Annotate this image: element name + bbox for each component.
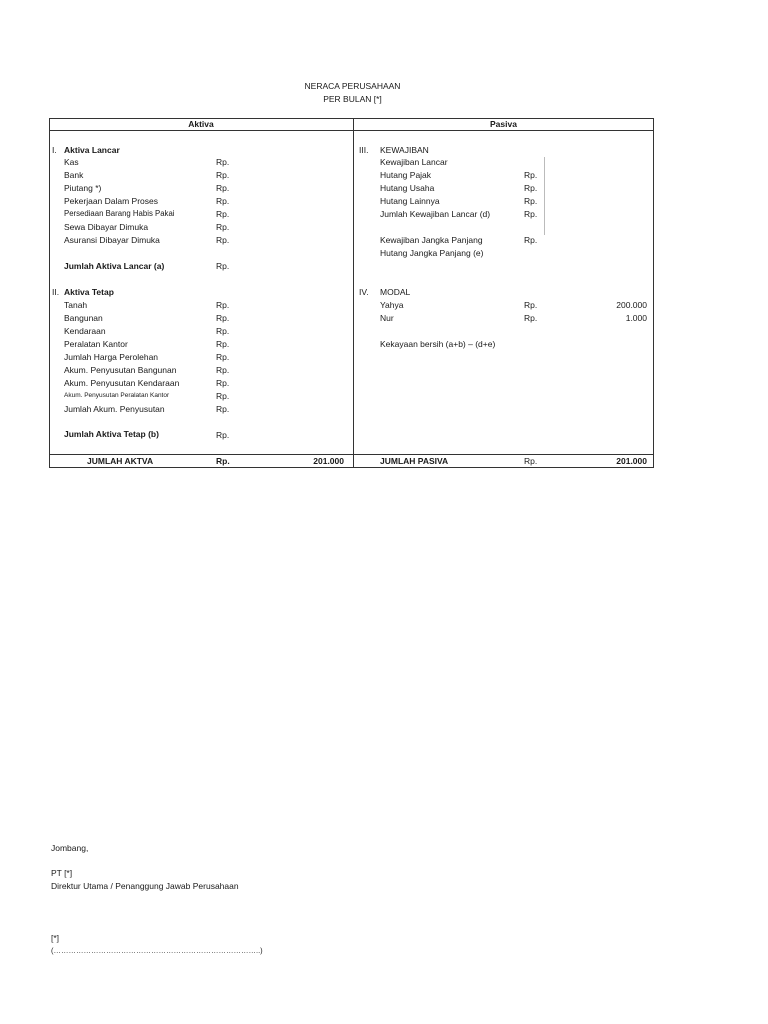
total-pasiva-value: 201.000 bbox=[616, 456, 647, 466]
currency-label: Rp. bbox=[524, 313, 538, 323]
currency-label: Rp. bbox=[216, 170, 230, 180]
item-label: Akum. Penyusutan Bangunan bbox=[64, 365, 177, 375]
currency-label: Rp. bbox=[216, 157, 230, 167]
currency-label: Rp. bbox=[216, 222, 230, 232]
item-label: Peralatan Kantor bbox=[64, 339, 128, 349]
column-divider bbox=[353, 118, 354, 468]
total-aktiva-label: JUMLAH AKTVA bbox=[87, 456, 154, 466]
modal-value: 1.000 bbox=[625, 313, 647, 323]
item-label: Kas bbox=[64, 157, 79, 167]
currency-label: Rp. bbox=[216, 326, 230, 336]
signature-city: Jombang, bbox=[51, 843, 89, 853]
item-label: Piutang *) bbox=[64, 183, 102, 193]
subtotal-aktiva-lancar-label: Jumlah Aktiva Lancar (a) bbox=[64, 261, 165, 271]
currency-label: Rp. bbox=[216, 430, 230, 440]
currency-label: Rp. bbox=[524, 235, 538, 245]
item-label: Jumlah Kewajiban Lancar (d) bbox=[380, 209, 491, 219]
total-divider bbox=[49, 454, 654, 455]
item-label: Kendaraan bbox=[64, 326, 106, 336]
total-aktiva-value: 201.000 bbox=[313, 456, 344, 466]
currency-label: Rp. bbox=[216, 300, 230, 310]
item-label: Sewa Dibayar Dimuka bbox=[64, 222, 149, 232]
subtotal-aktiva-tetap-label: Jumlah Aktiva Tetap (b) bbox=[64, 429, 159, 439]
currency-label: Rp. bbox=[524, 300, 538, 310]
item-label: Tanah bbox=[64, 300, 88, 310]
item-label: Bangunan bbox=[64, 313, 103, 323]
signer-position: Direktur Utama / Penanggung Jawab Perusahaan bbox=[51, 881, 239, 891]
section-number-2: II. bbox=[52, 287, 60, 297]
item-label: Akum. Penyusutan Kendaraan bbox=[64, 378, 180, 388]
section-number-3: III. bbox=[359, 145, 369, 155]
item-label: Persediaan Barang Habis Pakai bbox=[64, 209, 175, 218]
kekayaan-bersih-label: Kekayaan bersih (a+b) – (d+e) bbox=[380, 339, 496, 349]
item-label: Kewajiban Jangka Panjang bbox=[380, 235, 483, 245]
section-title-kewajiban: KEWAJIBAN bbox=[380, 145, 429, 155]
item-label: Asuransi Dibayar Dimuka bbox=[64, 235, 160, 245]
currency-label: Rp. bbox=[216, 378, 230, 388]
item-label: Bank bbox=[64, 170, 84, 180]
item-label: Akum. Penyusutan Peralatan Kantor bbox=[64, 392, 170, 399]
currency-label: Rp. bbox=[216, 235, 230, 245]
document-subtitle: PER BULAN [*] bbox=[323, 94, 382, 104]
item-label: Hutang Pajak bbox=[380, 170, 432, 180]
item-label: Nur bbox=[380, 313, 394, 323]
item-label: Hutang Jangka Panjang (e) bbox=[380, 248, 484, 258]
currency-label: Rp. bbox=[524, 170, 538, 180]
currency-label: Rp. bbox=[216, 209, 230, 219]
signer-name: [*] bbox=[51, 933, 60, 943]
currency-label: Rp. bbox=[524, 209, 538, 219]
item-label: Jumlah Harga Perolehan bbox=[64, 352, 159, 362]
currency-label: Rp. bbox=[216, 404, 230, 414]
balance-sheet-table bbox=[49, 118, 654, 468]
currency-label: Rp. bbox=[524, 196, 538, 206]
pasiva-header: Pasiva bbox=[490, 119, 517, 129]
signature-line: (………………………………………………………………………..) bbox=[51, 946, 263, 955]
currency-label: Rp. bbox=[216, 339, 230, 349]
item-label: Pekerjaan Dalam Proses bbox=[64, 196, 159, 206]
section-title-aktiva-lancar: Aktiva Lancar bbox=[64, 145, 120, 155]
kewajiban-lancar-label: Kewajiban Lancar bbox=[380, 157, 448, 167]
currency-label: Rp. bbox=[216, 391, 230, 401]
header-divider bbox=[49, 130, 654, 131]
item-label: Hutang Lainnya bbox=[380, 196, 440, 206]
section-title-modal: MODAL bbox=[380, 287, 411, 297]
item-label: Jumlah Akum. Penyusutan bbox=[64, 404, 165, 414]
company-name: PT [*] bbox=[51, 868, 73, 878]
total-pasiva-label: JUMLAH PASIVA bbox=[380, 456, 449, 466]
item-label: Hutang Usaha bbox=[380, 183, 435, 193]
currency-label: Rp. bbox=[524, 183, 538, 193]
item-label: Yahya bbox=[380, 300, 404, 310]
faint-gridline bbox=[544, 157, 545, 235]
aktiva-header: Aktiva bbox=[188, 119, 214, 129]
currency-label: Rp. bbox=[216, 196, 230, 206]
currency-label: Rp. bbox=[216, 183, 230, 193]
modal-value: 200.000 bbox=[616, 300, 647, 310]
currency-label: Rp. bbox=[216, 365, 230, 375]
currency-label: Rp. bbox=[524, 456, 538, 466]
section-title-aktiva-tetap: Aktiva Tetap bbox=[64, 287, 114, 297]
currency-label: Rp. bbox=[216, 352, 230, 362]
document-title: NERACA PERUSAHAAN bbox=[304, 81, 401, 91]
currency-label: Rp. bbox=[216, 261, 230, 271]
currency-label: Rp. bbox=[216, 313, 230, 323]
section-number-1: I. bbox=[52, 145, 57, 155]
currency-label: Rp. bbox=[216, 456, 230, 466]
section-number-4: IV. bbox=[359, 287, 369, 297]
